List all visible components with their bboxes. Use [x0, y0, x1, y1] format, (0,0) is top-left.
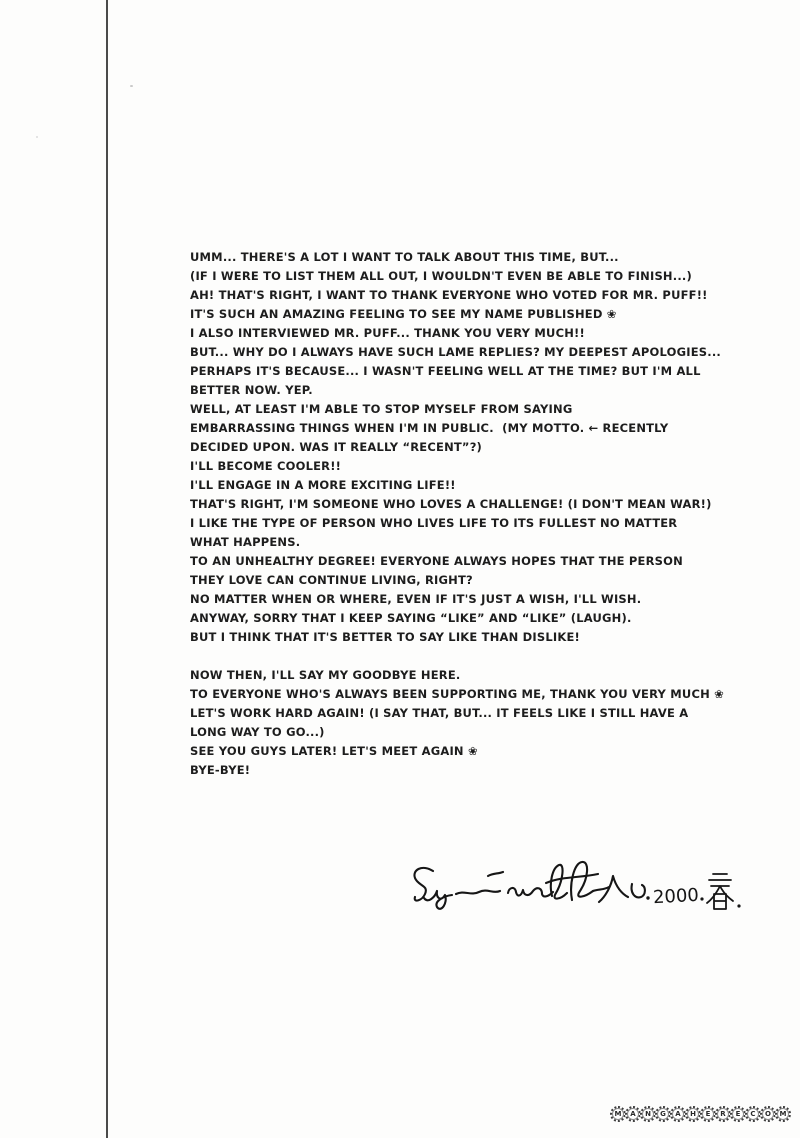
author-afterword-text	[190, 248, 724, 780]
signature-script	[593, 887, 609, 891]
season-kanji-spring-icon	[714, 894, 726, 909]
watermark-letter-badge: M	[775, 1106, 791, 1122]
afterword-line: I'LL BECOME COOLER!!	[190, 459, 342, 473]
afterword-line: THEY LOVE CAN CONTINUE LIVING, RIGHT?	[190, 573, 473, 587]
watermark-letter-badge: A	[670, 1106, 686, 1122]
afterword-line: DECIDED UPON. WAS IT REALLY “RECENT”?)	[190, 440, 483, 454]
afterword-line: PERHAPS IT'S BECAUSE... I WASN'T FEELING WELL AT THE TIME? BUT I'M ALL	[190, 364, 701, 378]
signature-script	[632, 884, 645, 897]
afterword-line: EMBARRASSING THINGS WHEN I'M IN PUBLIC. (MY MOTTO. ← RECENTLY	[190, 421, 669, 435]
signature-period	[646, 896, 649, 899]
afterword-line: THAT'S RIGHT, I'M SOMEONE WHO LOVES A CHALLENGE! (I DON'T MEAN WAR!)	[190, 497, 712, 511]
watermark-letter-badge: G	[655, 1106, 671, 1122]
season-kanji-spring-icon	[707, 874, 733, 903]
watermark-letter-badge: H	[685, 1106, 701, 1122]
watermark-letter-badge: A	[625, 1106, 641, 1122]
mangahere-watermark	[611, 1106, 791, 1122]
afterword-line: BYE-BYE!	[190, 763, 251, 777]
afterword-line: IT'S SUCH AN AMAZING FEELING TO SEE MY NAME PUBLISHED ❀	[190, 307, 617, 321]
signature-script	[508, 888, 553, 896]
afterword-line: BETTER NOW. YEP.	[190, 383, 313, 397]
signature-script	[456, 872, 503, 894]
afterword-line: BUT I THINK THAT IT'S BETTER TO SAY LIKE THAN DISLIKE!	[190, 630, 581, 644]
watermark-letter-badge: O	[760, 1106, 776, 1122]
scan-speck	[36, 136, 38, 138]
afterword-line: TO AN UNHEALTHY DEGREE! EVERYONE ALWAYS HOPES THAT THE PERSON	[190, 554, 683, 568]
afterword-line: I LIKE THE TYPE OF PERSON WHO LIVES LIFE TO ITS FULLEST NO MATTER	[190, 516, 678, 530]
afterword-blank-line	[190, 647, 720, 666]
signature-period	[737, 904, 740, 907]
afterword-line: I'LL ENGAGE IN A MORE EXCITING LIFE!!	[190, 478, 456, 492]
watermark-letter-badge: R	[715, 1106, 731, 1122]
left-margin-rule	[106, 0, 108, 1138]
afterword-line: BUT... WHY DO I ALWAYS HAVE SUCH LAME REPLIES? MY DEEPEST APOLOGIES...	[190, 345, 721, 359]
afterword-line: LONG WAY TO GO...)	[190, 725, 325, 739]
afterword-line: I ALSO INTERVIEWED MR. PUFF... THANK YOU VERY MUCH!!	[190, 326, 585, 340]
watermark-letter-badge: N	[640, 1106, 656, 1122]
afterword-line: (IF I WERE TO LIST THEM ALL OUT, I WOULDN'T EVEN BE ABLE TO FINISH...)	[190, 269, 692, 283]
afterword-line: NOW THEN, I'LL SAY MY GOODBYE HERE.	[190, 668, 461, 682]
watermark-letter-badge: E	[730, 1106, 746, 1122]
author-signature	[408, 856, 748, 918]
signature-script	[551, 862, 593, 900]
afterword-line: WHAT HAPPENS.	[190, 535, 301, 549]
afterword-line: AH! THAT'S RIGHT, I WANT TO THANK EVERYONE WHO VOTED FOR MR. PUFF!!	[190, 288, 708, 302]
afterword-line: UMM... THERE'S A LOT I WANT TO TALK ABOUT THIS TIME, BUT...	[190, 250, 619, 264]
signature-year: 2000	[652, 884, 700, 909]
afterword-line: WELL, AT LEAST I'M ABLE TO STOP MYSELF FROM SAYING	[190, 402, 573, 416]
signature-period	[700, 897, 703, 900]
signature-script	[414, 868, 452, 909]
watermark-letter-badge: M	[610, 1106, 626, 1122]
afterword-line: NO MATTER WHEN OR WHERE, EVEN IF IT'S JUST A WISH, I'LL WISH.	[190, 592, 642, 606]
afterword-line: TO EVERYONE WHO'S ALWAYS BEEN SUPPORTING ME, THANK YOU VERY MUCH ❀	[190, 687, 724, 701]
watermark-letter-badge: C	[745, 1106, 761, 1122]
afterword-line: LET'S WORK HARD AGAIN! (I SAY THAT, BUT... IT FEELS LIKE I STILL HAVE A	[190, 706, 689, 720]
afterword-line: SEE YOU GUYS LATER! LET'S MEET AGAIN ❀	[190, 744, 478, 758]
afterword-line: ANYWAY, SORRY THAT I KEEP SAYING “LIKE” AND “LIKE” (LAUGH).	[190, 611, 632, 625]
watermark-letter-badge: E	[700, 1106, 716, 1122]
scan-speck	[130, 85, 133, 87]
